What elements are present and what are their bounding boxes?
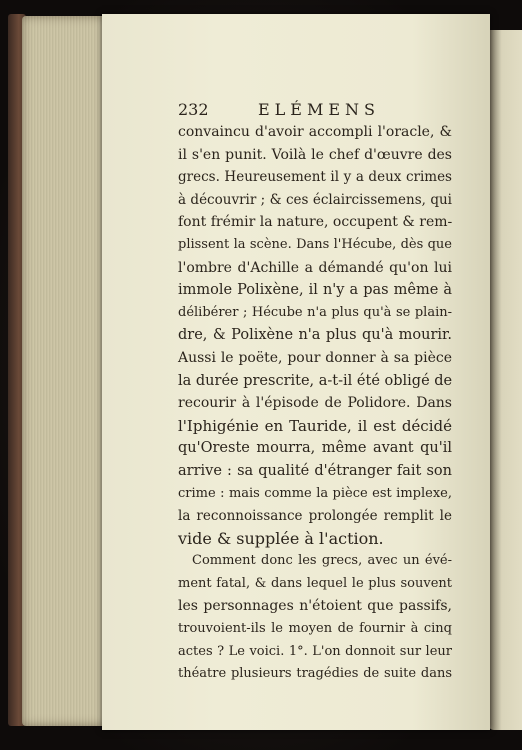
body-text: [178, 121, 452, 686]
page-stack-edge: [22, 16, 108, 726]
text-line: actes ? Le voici. 1°. L'on donnoit sur leur: [178, 643, 452, 659]
text-line: il s'en punit. Voilà le chef d'œuvre des: [178, 146, 452, 163]
text-line: la reconnoissance prolongée remplit le: [178, 508, 452, 525]
text-line: la durée prescrite, a-t-il été obligé de: [178, 372, 453, 389]
text-line: immole Polixène, il n'y a pas même à: [178, 282, 452, 299]
text-line: convaincu d'avoir accompli l'oracle, &: [178, 124, 452, 140]
text-line: vide & supplée à l'action.: [178, 528, 384, 548]
text-line: qu'Oreste mourra, même avant qu'il: [178, 440, 452, 457]
text-line: grecs. Heureusement il y a deux crimes: [178, 169, 452, 186]
text-line: font frémir la nature, occupent & rem-: [178, 214, 453, 231]
facing-page-edge: [488, 30, 522, 730]
text-line: délibérer ; Hécube n'a plus qu'à se plain-: [178, 304, 452, 320]
text-line: Aussi le poëte, pour donner à sa pièce: [178, 349, 452, 366]
text-line: à découvrir ; & ces éclaircissemens, qui: [178, 191, 452, 208]
text-line: arrive : sa qualité d'étranger fait son: [178, 462, 452, 479]
text-line: Comment donc les grecs, avec un évé-: [192, 553, 452, 569]
text-line: trouvoient-ils le moyen de fournir à cinq: [178, 621, 452, 637]
text-line: plissent la scène. Dans l'Hécube, dès que: [178, 236, 452, 252]
running-head: ELÉMENS: [258, 100, 381, 119]
text-line: les personnages n'étoient que passifs,: [178, 598, 452, 615]
text-line: ment fatal, & dans lequel le plus souvent: [178, 575, 452, 591]
text-line: recourir à l'épisode de Polidore. Dans: [178, 395, 452, 412]
text-line: l'Iphigénie en Tauride, il est décidé: [178, 416, 452, 435]
text-line: dre, & Polixène n'a plus qu'à mourir.: [178, 327, 452, 344]
page-number: 232: [178, 100, 209, 119]
text-line: l'ombre d'Achille a démandé qu'on lui: [178, 259, 452, 276]
text-line: théatre plusieurs tragédies de suite dans: [178, 666, 452, 682]
page-header: [178, 100, 408, 120]
text-line: crime : mais comme la pièce est implexe,: [178, 485, 452, 501]
